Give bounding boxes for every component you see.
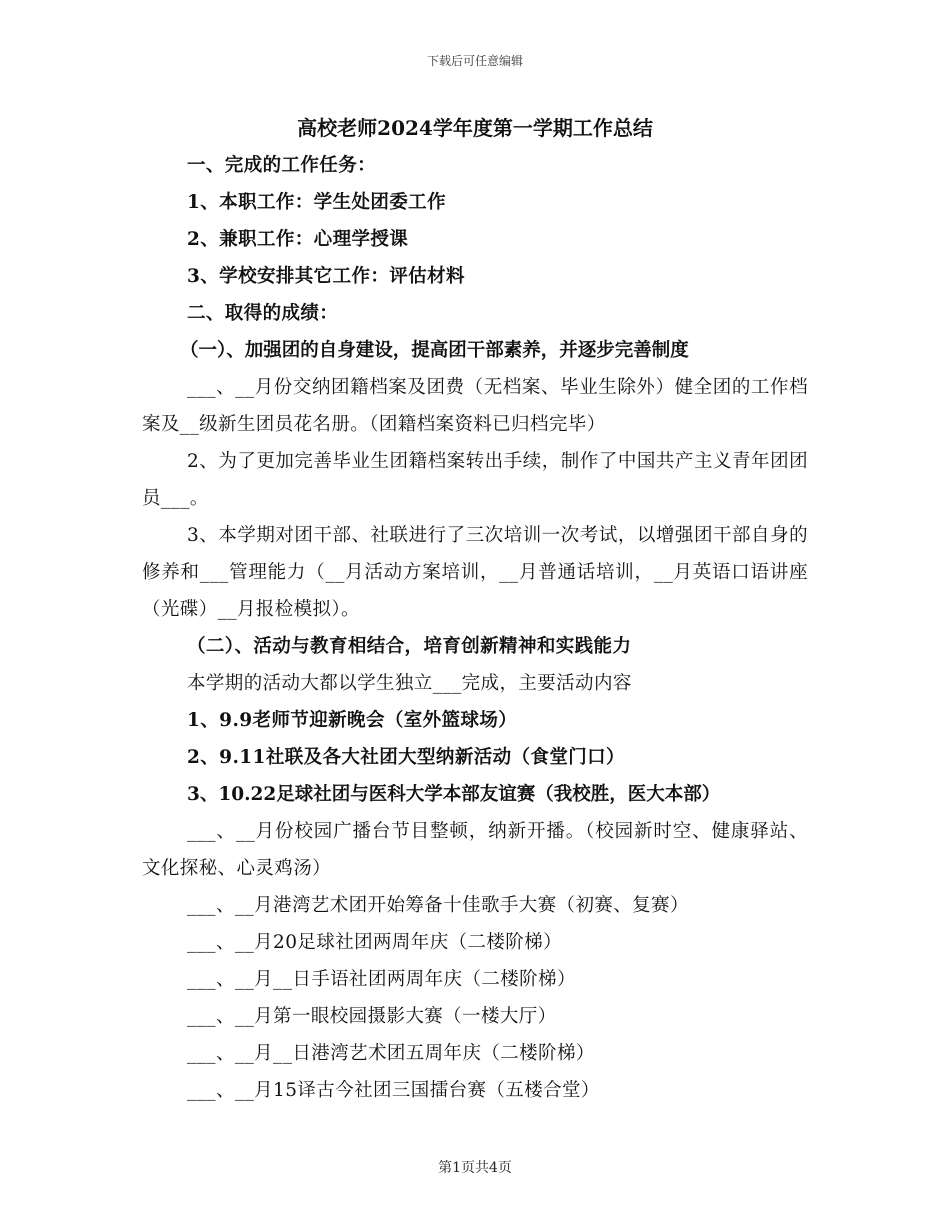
activity-item-1: 1、9.9老师节迎新晚会（室外篮球场） — [187, 710, 518, 731]
section-heading-achievements: 二、取得的成绩： — [187, 303, 339, 324]
section-heading-completed-tasks: 一、完成的工作任务： — [187, 155, 377, 176]
activity-list-item: ___、__月第一眼校园摄影大赛（一楼大厅） — [187, 1006, 557, 1027]
document-title: 高校老师2024学年度第一学期工作总结 — [297, 116, 653, 140]
body-paragraph: ___、__月份交纳团籍档案及团费（无档案、毕业生除外）健全团的工作档案及__级新生团员花名册。（团籍档案资料已归档完毕） — [142, 377, 808, 435]
activity-list-item: ___、__月港湾艺术团开始筹备十佳歌手大赛（初赛、复赛） — [187, 895, 689, 916]
body-paragraph: 3、本学期对团干部、社联进行了三次培训一次考试，以增强团干部自身的修养和___管理能力（__月活动方案培训，__月普通话培训，__月英语口语讲座（光碟）__月报检模拟）。 — [142, 525, 808, 620]
task-item-3: 3、学校安排其它工作：评估材料 — [187, 266, 465, 287]
activity-list-item: ___、__月20足球社团两周年庆（二楼阶梯） — [187, 932, 562, 953]
page-footer: 第1页共4页 — [438, 1160, 512, 1176]
activity-list-item: ___、__月15译古今社团三国擂台赛（五楼合堂） — [187, 1080, 600, 1101]
document-body — [142, 110, 808, 1109]
body-paragraph: ___、__月份校园广播台节目整顿，纳新开播。（校园新时空、健康驿站、文化探秘、心灵鸡汤） — [142, 821, 808, 879]
activity-list-item: ___、__月__日手语社团两周年庆（二楼阶梯） — [187, 969, 576, 990]
task-item-1: 1、本职工作：学生处团委工作 — [187, 192, 446, 213]
page-header: 下载后可任意编辑 — [426, 54, 523, 68]
subsection-heading-2: （二）、活动与教育相结合，培育创新精神和实践能力 — [187, 636, 632, 657]
subsection-heading-1: （一）、加强团的自身建设，提高团干部素养，并逐步完善制度 — [180, 340, 689, 361]
activity-item-2: 2、9.11社联及各大社团大型纳新活动（食堂门口） — [187, 747, 625, 768]
activity-item-3: 3、10.22足球社团与医科大学本部友谊赛（我校胜，医大本部） — [187, 784, 721, 805]
body-paragraph: 本学期的活动大都以学生独立___完成，主要活动内容 — [187, 673, 632, 694]
task-item-2: 2、兼职工作：心理学授课 — [187, 229, 409, 250]
activity-list-item: ___、__月__日港湾艺术团五周年庆（二楼阶梯） — [187, 1043, 595, 1064]
body-paragraph: 2、为了更加完善毕业生团籍档案转出手续，制作了中国共产主义青年团团员___。 — [142, 451, 808, 509]
